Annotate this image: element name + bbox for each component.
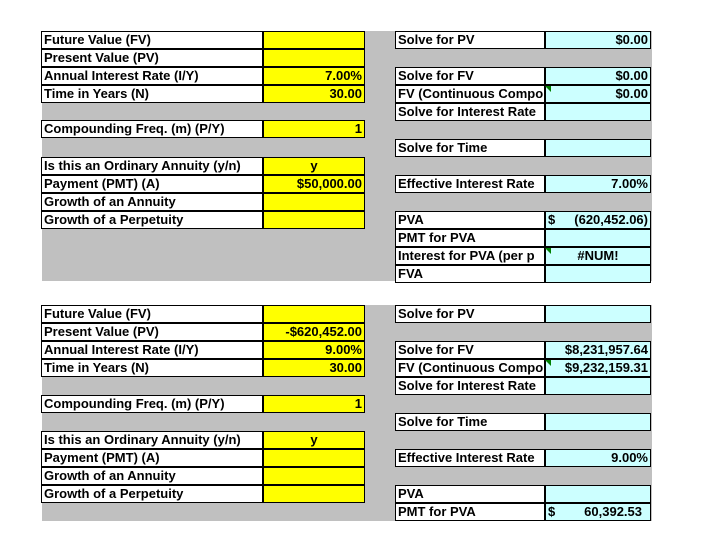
- comment-indicator-icon: [545, 360, 551, 366]
- top-annuity-growth-label: Growth of an Annuity: [41, 193, 263, 211]
- top-solve-fv-label: Solve for FV: [395, 67, 545, 85]
- top-interest-for-pva-output[interactable]: #NUM!: [545, 247, 651, 265]
- top-solve-rate-label: Solve for Interest Rate: [395, 103, 545, 121]
- top-pv-input[interactable]: [263, 49, 365, 67]
- bottom-fv-continuous-label: FV (Continuous Compo: [395, 359, 545, 377]
- top-time-label: Time in Years (N): [41, 85, 263, 103]
- bottom-pmt-label: Payment (PMT) (A): [41, 449, 263, 467]
- top-annuity-growth-input[interactable]: [263, 193, 365, 211]
- bottom-pmt-for-pva-currency: $: [548, 504, 556, 519]
- top-pmt-for-pva-label: PMT for PVA: [395, 229, 545, 247]
- bottom-annuity-growth-label: Growth of an Annuity: [41, 467, 263, 485]
- top-fv-continuous-label: FV (Continuous Compo: [395, 85, 545, 103]
- bottom-pmt-for-pva-label: PMT for PVA: [395, 503, 545, 521]
- top-fv-continuous-output[interactable]: $0.00: [545, 85, 651, 103]
- bottom-perpetuity-growth-label: Growth of a Perpetuity: [41, 485, 263, 503]
- bottom-perpetuity-growth-input[interactable]: [263, 485, 365, 503]
- bottom-pmt-for-pva-value: 60,392.53: [584, 504, 642, 519]
- bottom-solve-fv-output[interactable]: $8,231,957.64: [545, 341, 651, 359]
- bottom-fv-label: Future Value (FV): [41, 305, 263, 323]
- bottom-pmt-for-pva-output[interactable]: [545, 503, 651, 521]
- top-pv-label: Present Value (PV): [41, 49, 263, 67]
- bottom-solve-time-label: Solve for Time: [395, 413, 545, 431]
- top-solve-time-output[interactable]: [545, 139, 651, 157]
- top-pva-value: (620,452.06): [574, 212, 648, 227]
- bottom-pva-output[interactable]: [545, 485, 651, 503]
- top-perpetuity-growth-input[interactable]: [263, 211, 365, 229]
- top-solve-rate-output[interactable]: [545, 103, 651, 121]
- bottom-fv-continuous-output[interactable]: $9,232,159.31: [545, 359, 651, 377]
- top-solve-time-label: Solve for Time: [395, 139, 545, 157]
- top-fv-label: Future Value (FV): [41, 31, 263, 49]
- bottom-effective-rate-output[interactable]: 9.00%: [545, 449, 651, 467]
- bottom-compounding-input[interactable]: 1: [263, 395, 365, 413]
- top-fva-output[interactable]: [545, 265, 651, 283]
- top-pmt-for-pva-output[interactable]: [545, 229, 651, 247]
- bottom-solve-pv-output[interactable]: [545, 305, 651, 323]
- top-effective-rate-label: Effective Interest Rate: [395, 175, 545, 193]
- comment-indicator-icon: [545, 86, 551, 92]
- bottom-pv-label: Present Value (PV): [41, 323, 263, 341]
- bottom-annuity-type-input[interactable]: y: [263, 431, 365, 449]
- bottom-rate-input[interactable]: 9.00%: [263, 341, 365, 359]
- top-pmt-label: Payment (PMT) (A): [41, 175, 263, 193]
- top-compounding-label: Compounding Freq. (m) (P/Y): [41, 120, 263, 138]
- top-solve-pv-label: Solve for PV: [395, 31, 545, 49]
- bottom-annuity-type-label: Is this an Ordinary Annuity (y/n): [41, 431, 263, 449]
- bottom-pmt-input[interactable]: [263, 449, 365, 467]
- bottom-solve-time-output[interactable]: [545, 413, 651, 431]
- top-annuity-type-label: Is this an Ordinary Annuity (y/n): [41, 157, 263, 175]
- top-rate-label: Annual Interest Rate (I/Y): [41, 67, 263, 85]
- top-perpetuity-growth-label: Growth of a Perpetuity: [41, 211, 263, 229]
- bottom-rate-label: Annual Interest Rate (I/Y): [41, 341, 263, 359]
- bottom-annuity-growth-input[interactable]: [263, 467, 365, 485]
- top-annuity-type-input[interactable]: y: [263, 157, 365, 175]
- top-interest-for-pva-label: Interest for PVA (per p: [395, 247, 545, 265]
- bottom-fv-input[interactable]: [263, 305, 365, 323]
- top-pva-currency: $: [548, 212, 556, 227]
- bottom-time-label: Time in Years (N): [41, 359, 263, 377]
- top-fva-label: FVA: [395, 265, 545, 283]
- top-solve-fv-output[interactable]: $0.00: [545, 67, 651, 85]
- bottom-solve-rate-label: Solve for Interest Rate: [395, 377, 545, 395]
- bottom-pv-input[interactable]: -$620,452.00: [263, 323, 365, 341]
- bottom-solve-rate-output[interactable]: [545, 377, 651, 395]
- top-compounding-input[interactable]: 1: [263, 120, 365, 138]
- top-solve-pv-output[interactable]: $0.00: [545, 31, 651, 49]
- top-pmt-input[interactable]: $50,000.00: [263, 175, 365, 193]
- bottom-solve-pv-label: Solve for PV: [395, 305, 545, 323]
- bottom-time-input[interactable]: 30.00: [263, 359, 365, 377]
- top-pva-label: PVA: [395, 211, 545, 229]
- top-fv-input[interactable]: [263, 31, 365, 49]
- top-effective-rate-output[interactable]: 7.00%: [545, 175, 651, 193]
- top-pva-output[interactable]: [545, 211, 651, 229]
- top-time-input[interactable]: 30.00: [263, 85, 365, 103]
- bottom-effective-rate-label: Effective Interest Rate: [395, 449, 545, 467]
- top-rate-input[interactable]: 7.00%: [263, 67, 365, 85]
- bottom-compounding-label: Compounding Freq. (m) (P/Y): [41, 395, 263, 413]
- bottom-pva-label: PVA: [395, 485, 545, 503]
- bottom-solve-fv-label: Solve for FV: [395, 341, 545, 359]
- comment-indicator-icon: [545, 248, 551, 254]
